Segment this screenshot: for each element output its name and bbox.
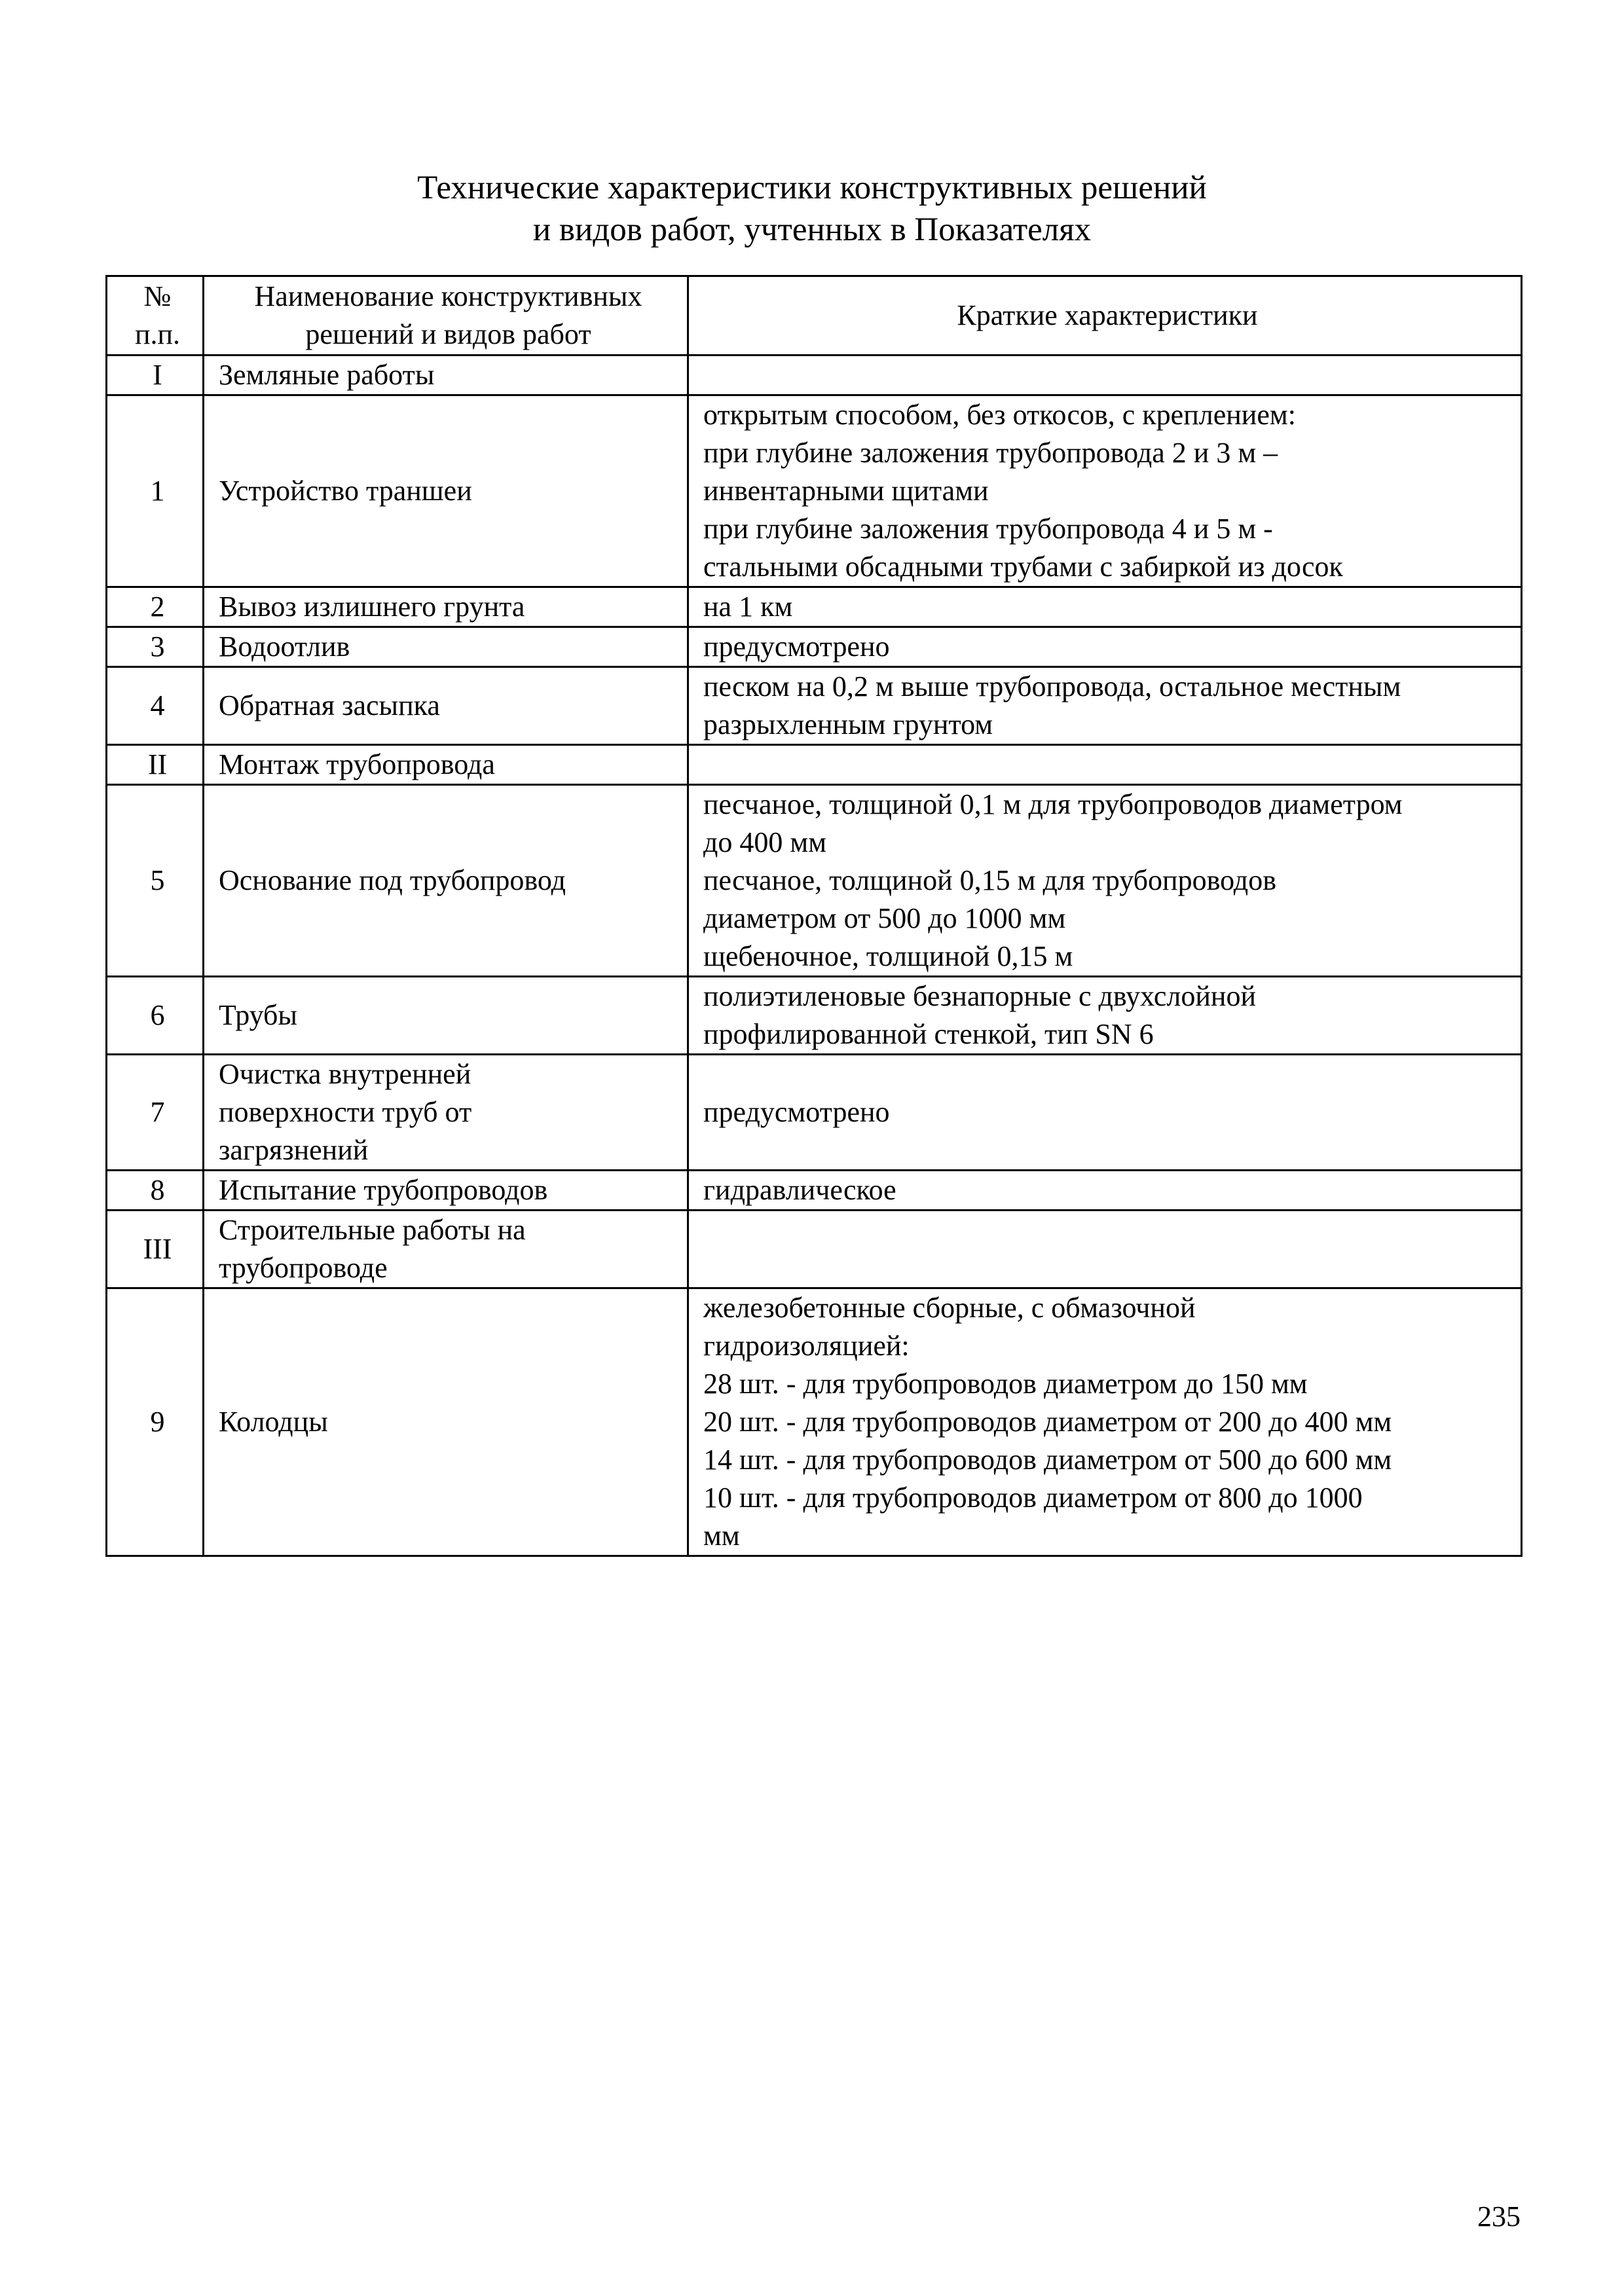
row-number: 5: [107, 785, 204, 977]
row-description-line: при глубине заложения трубопровода 4 и 5 м -: [703, 513, 1273, 545]
row-description-line: 20 шт. - для трубопроводов диаметром от 200 до 400 мм: [703, 1406, 1392, 1438]
table-row: [107, 627, 1522, 667]
row-description: [688, 745, 1522, 785]
title-line-1: Технические характеристики конструктивных решений: [417, 170, 1207, 206]
row-description-line: гидроизоляцией:: [703, 1330, 910, 1362]
row-number: 4: [107, 667, 204, 745]
table-row: [107, 977, 1522, 1055]
header-num: № п.п.: [107, 276, 204, 355]
row-description-line: предусмотрено: [703, 1096, 890, 1128]
row-name-line: Трубы: [219, 999, 297, 1031]
row-name: [204, 395, 688, 587]
row-name: [204, 1055, 688, 1171]
row-name-line: трубопроводе: [219, 1252, 388, 1284]
row-number: 2: [107, 587, 204, 627]
table-row: [107, 785, 1522, 977]
row-description: [688, 667, 1522, 745]
row-description-line: при глубине заложения трубопровода 2 и 3 м –: [703, 437, 1278, 469]
row-number: 3: [107, 627, 204, 667]
row-description-line: щебеночное, толщиной 0,15 м: [703, 940, 1073, 972]
row-description: [688, 355, 1522, 395]
row-description: [688, 1288, 1522, 1556]
table-row: [107, 1171, 1522, 1211]
row-number: 8: [107, 1171, 204, 1211]
table-row: [107, 667, 1522, 745]
row-description-line: стальными обсадными трубами с забиркой из досок: [703, 551, 1343, 583]
row-number: 6: [107, 977, 204, 1055]
row-name-line: Испытание трубопроводов: [219, 1174, 548, 1206]
row-name-line: Водоотлив: [219, 630, 350, 663]
table-row: [107, 745, 1522, 785]
row-number: II: [107, 745, 204, 785]
header-desc: Краткие характеристики: [688, 276, 1522, 355]
row-name: [204, 627, 688, 667]
row-description-line: песком на 0,2 м выше трубопровода, остальное местным: [703, 670, 1401, 702]
row-name-line: Земляные работы: [219, 359, 435, 391]
row-description: [688, 587, 1522, 627]
table-row: [107, 587, 1522, 627]
row-name-line: Колодцы: [219, 1406, 328, 1438]
row-description-line: песчаное, толщиной 0,15 м для трубопроводов: [703, 864, 1276, 896]
row-description-line: до 400 мм: [703, 826, 827, 858]
table-row: [107, 1055, 1522, 1171]
table-row: [107, 1211, 1522, 1288]
row-description-line: полиэтиленовые безнапорные с двухслойной: [703, 980, 1257, 1012]
row-description-line: разрыхленным грунтом: [703, 708, 993, 740]
title-line-2: и видов работ, учтенных в Показателях: [532, 211, 1092, 248]
row-description-line: предусмотрено: [703, 630, 890, 663]
row-name: [204, 1288, 688, 1556]
row-description-line: инвентарными щитами: [703, 475, 989, 507]
table-row: [107, 355, 1522, 395]
row-description: [688, 977, 1522, 1055]
row-description: [688, 395, 1522, 587]
row-name: [204, 667, 688, 745]
row-description: [688, 1171, 1522, 1211]
row-name: [204, 785, 688, 977]
row-description-line: диаметром от 500 до 1000 мм: [703, 902, 1066, 934]
row-number: III: [107, 1211, 204, 1288]
row-description-line: мм: [703, 1520, 740, 1552]
row-description: [688, 1211, 1522, 1288]
row-name-line: Обратная засыпка: [219, 689, 440, 721]
row-name: [204, 355, 688, 395]
row-description: [688, 785, 1522, 977]
row-description-line: 28 шт. - для трубопроводов диаметром до 150 мм: [703, 1368, 1308, 1400]
row-name: [204, 1171, 688, 1211]
row-description-line: песчаное, толщиной 0,1 м для трубопроводов диаметром: [703, 788, 1403, 820]
table-header-row: [107, 276, 1522, 355]
row-number: I: [107, 355, 204, 395]
row-name-line: Вывоз излишнего грунта: [219, 591, 525, 623]
row-name-line: Устройство траншеи: [219, 475, 472, 507]
table-body: [107, 355, 1522, 1556]
table-row: [107, 1288, 1522, 1556]
row-description-line: 10 шт. - для трубопроводов диаметром от 800 до 1000: [703, 1482, 1363, 1514]
document-title: [0, 167, 1624, 251]
row-name-line: Строительные работы на: [219, 1214, 526, 1246]
row-description: [688, 1055, 1522, 1171]
row-description-line: 14 шт. - для трубопроводов диаметром от 500 до 600 мм: [703, 1444, 1392, 1476]
row-name-line: поверхности труб от: [219, 1096, 472, 1128]
row-name-line: Очистка внутренней: [219, 1058, 471, 1090]
row-name-line: Монтаж трубопровода: [219, 748, 495, 780]
spec-table: [105, 275, 1522, 1557]
row-number: 1: [107, 395, 204, 587]
row-description-line: открытым способом, без откосов, с креплением:: [703, 399, 1296, 431]
row-number: 7: [107, 1055, 204, 1171]
row-name-line: загрязнений: [219, 1134, 369, 1166]
row-description-line: профилированной стенкой, тип SN 6: [703, 1018, 1154, 1050]
header-name: Наименование конструктивных решений и видов работ: [204, 276, 688, 355]
row-description-line: гидравлическое: [703, 1174, 896, 1206]
row-description-line: железобетонные сборные, с обмазочной: [703, 1292, 1196, 1324]
row-name: [204, 587, 688, 627]
row-name: [204, 977, 688, 1055]
page-number: 235: [1477, 2200, 1521, 2232]
row-name-line: Основание под трубопровод: [219, 864, 566, 896]
row-description-line: на 1 км: [703, 591, 793, 623]
row-name: [204, 1211, 688, 1288]
row-name: [204, 745, 688, 785]
row-number: 9: [107, 1288, 204, 1556]
row-description: [688, 627, 1522, 667]
table-row: [107, 395, 1522, 587]
